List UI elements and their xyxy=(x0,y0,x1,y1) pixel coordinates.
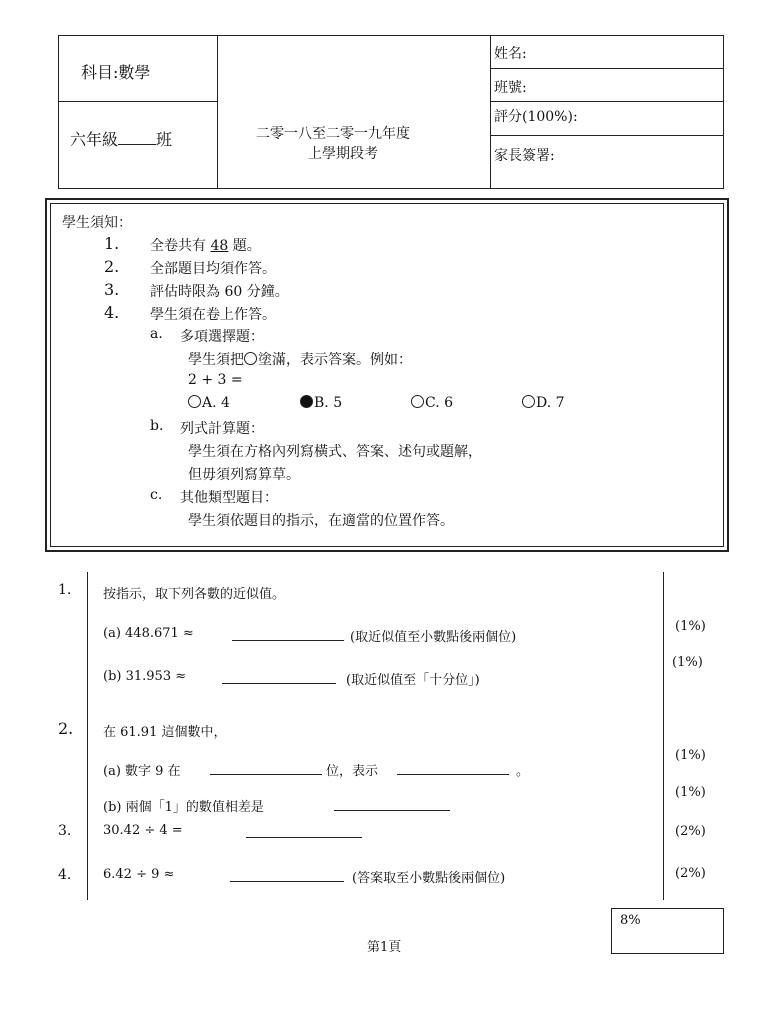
notice-item-2: 全部題目均須作答。 xyxy=(150,261,276,277)
class-blank[interactable] xyxy=(118,130,156,145)
total-questions: 48 xyxy=(210,238,229,254)
question-text: 在 61.91 這個數中， xyxy=(103,725,227,740)
question-column-divider xyxy=(87,572,88,900)
answer-blank[interactable] xyxy=(222,669,336,684)
parent-signature-field[interactable]: 家長簽署: xyxy=(494,148,555,164)
option-c[interactable]: C. 6 xyxy=(411,395,453,411)
other-description: 學生須依題目的指示，在適當的位置作答。 xyxy=(188,513,454,529)
marks-column-divider xyxy=(663,572,664,900)
question-4: 6.42 ÷ 9 ≈ xyxy=(103,867,175,882)
answer-blank[interactable] xyxy=(230,867,344,882)
header-divider xyxy=(490,68,724,69)
calc-title: 列式計算題： xyxy=(180,421,264,437)
option-a[interactable]: A. 4 xyxy=(188,395,230,411)
question-1b: (b) 31.953 ≈ xyxy=(103,669,187,684)
sub-label-b: b. xyxy=(150,418,164,434)
class-number-field[interactable]: 班號: xyxy=(494,80,527,96)
notice-heading: 學生須知： xyxy=(62,215,132,231)
grade-prefix: 六年級 xyxy=(70,130,119,149)
bubble-icon xyxy=(411,395,424,408)
filled-bubble-icon xyxy=(300,395,313,408)
subject-label: 科目:數學 xyxy=(81,63,151,82)
header-divider xyxy=(490,101,724,102)
question-2b: (b) 兩個「1」的數值相差是 xyxy=(103,800,264,815)
question-number: 4. xyxy=(58,867,72,883)
sub-label-a: a. xyxy=(150,326,163,342)
rounding-hint: (取近似值至「十分位」) xyxy=(346,673,480,688)
mark-value: (1%) xyxy=(675,785,706,800)
notice-item-num: 4. xyxy=(104,303,120,322)
notice-item-3: 評估時限為 60 分鐘。 xyxy=(150,284,289,300)
grade-class-label xyxy=(70,127,172,150)
mark-value: (2%) xyxy=(675,824,706,839)
header-divider xyxy=(217,35,218,189)
answer-blank[interactable] xyxy=(246,823,362,838)
notice-item-num: 1. xyxy=(104,234,120,253)
answer-blank[interactable] xyxy=(397,760,509,775)
page-score-value: 8% xyxy=(620,913,641,928)
question-number: 2. xyxy=(58,719,74,738)
mc-description: 學生須把 塗滿，表示答案。例如： xyxy=(188,352,412,368)
notice-item-1: 全卷共有 48 題。 xyxy=(150,238,261,254)
question-text: 按指示，取下列各數的近似值。 xyxy=(103,587,286,602)
question-2a-post: 。 xyxy=(516,764,530,779)
question-number: 3. xyxy=(58,823,72,839)
header-box xyxy=(58,35,724,189)
exam-title: 二零一八至二零一九年度 xyxy=(256,126,410,142)
calc-description-1: 學生須在方格內列寫橫式、答案、述句或題解， xyxy=(188,444,482,460)
header-divider xyxy=(58,101,217,102)
exam-subtitle: 上學期段考 xyxy=(308,146,378,162)
page-number: 第1頁 xyxy=(367,940,402,955)
question-2a-mid: 位，表示 xyxy=(326,764,379,779)
notice-item-4: 學生須在卷上作答。 xyxy=(150,307,276,323)
grade-suffix: 班 xyxy=(156,130,173,149)
mark-value: (1%) xyxy=(675,748,706,763)
notice-item-num: 2. xyxy=(104,257,120,276)
bubble-icon xyxy=(244,352,257,365)
score-field[interactable]: 評分(100%): xyxy=(494,109,578,125)
question-2a-pre: (a) 數字 9 在 xyxy=(103,764,181,779)
sub-label-c: c. xyxy=(150,487,163,503)
option-d[interactable]: D. 7 xyxy=(522,395,565,411)
answer-blank[interactable] xyxy=(210,760,322,775)
name-field[interactable]: 姓名: xyxy=(494,46,527,62)
calc-description-2: 但毋須列寫算草。 xyxy=(188,467,300,483)
bubble-icon xyxy=(188,395,201,408)
header-divider xyxy=(490,35,491,189)
other-title: 其他類型題目： xyxy=(180,490,278,506)
question-3: 30.42 ÷ 4 = xyxy=(103,823,183,838)
bubble-icon xyxy=(522,395,535,408)
rounding-hint: (答案取至小數點後兩個位) xyxy=(352,871,506,886)
notice-item-num: 3. xyxy=(104,280,120,299)
question-number: 1. xyxy=(58,582,72,598)
rounding-hint: (取近似值至小數點後兩個位) xyxy=(350,630,517,645)
question-1a: (a) 448.671 ≈ xyxy=(103,626,194,641)
mark-value: (1%) xyxy=(675,619,706,634)
mark-value: (1%) xyxy=(672,655,703,670)
header-divider xyxy=(490,135,724,136)
example-question: 2 + 3 = xyxy=(188,372,243,388)
mark-value: (2%) xyxy=(675,866,706,881)
option-b[interactable]: B. 5 xyxy=(300,395,342,411)
answer-blank[interactable] xyxy=(334,796,450,811)
mc-title: 多項選擇題： xyxy=(180,329,264,345)
answer-blank[interactable] xyxy=(232,626,344,641)
